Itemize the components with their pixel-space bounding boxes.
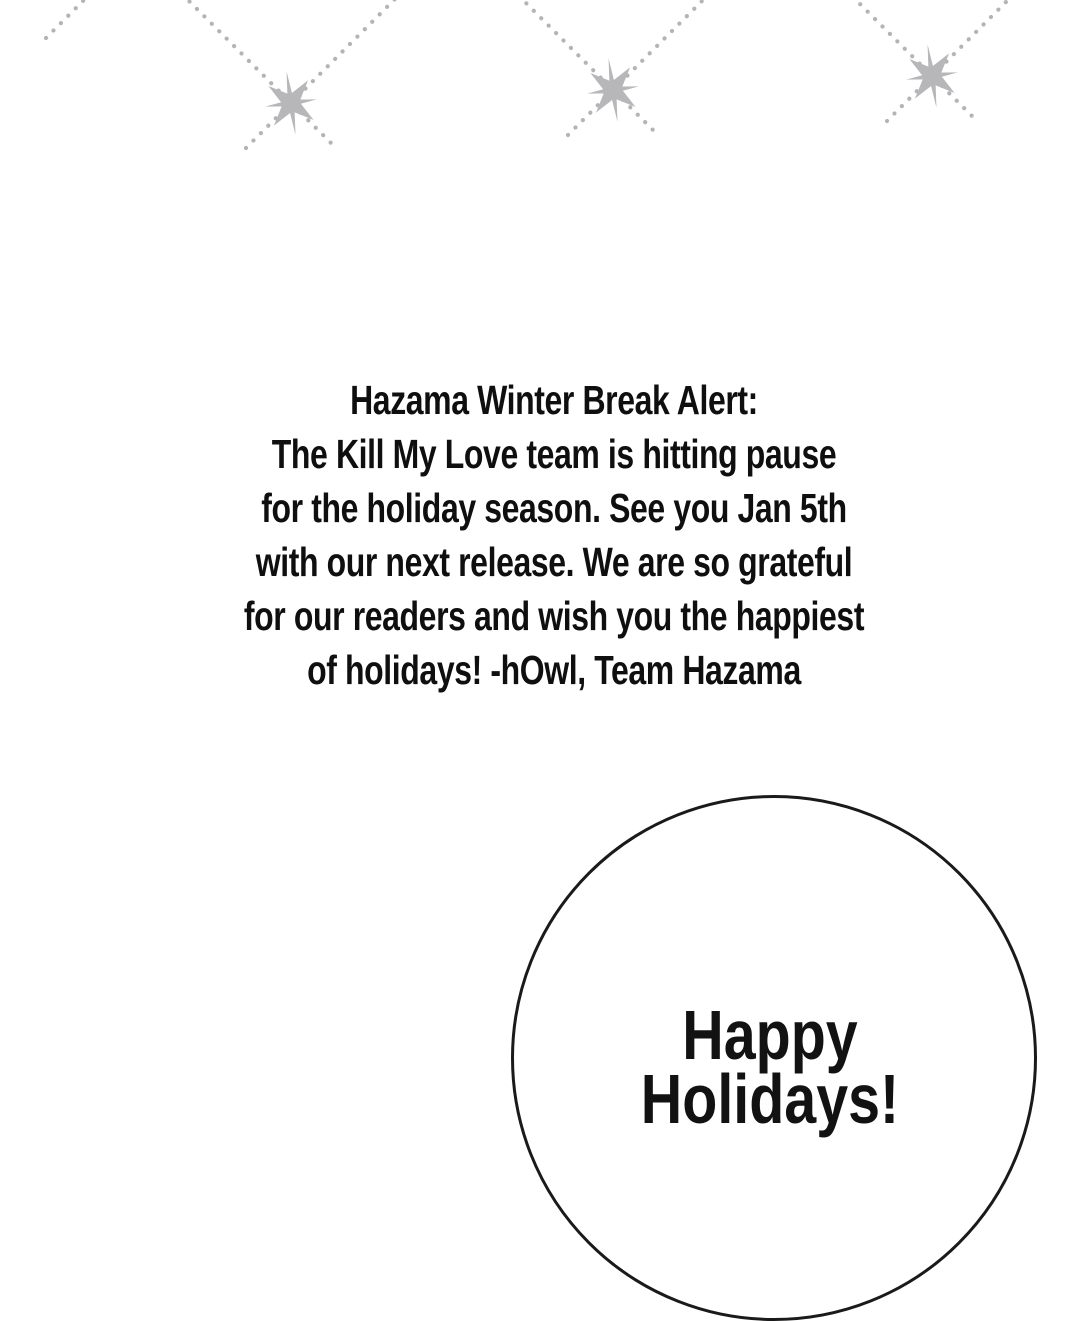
notice-line: Hazama Winter Break Alert: xyxy=(350,377,758,423)
speech-bubble xyxy=(511,795,1037,1321)
greeting-line: Holidays! xyxy=(640,1060,900,1138)
dotted-line-segment xyxy=(682,0,977,121)
dotted-line-segment xyxy=(568,0,863,135)
sparkle-star-icon xyxy=(583,55,643,126)
dotted-line-segment xyxy=(41,0,336,148)
notice-line: of holidays! -hOwl, Team Hazama xyxy=(307,647,801,693)
notice-line: with our next release. We are so grateful xyxy=(255,539,853,585)
notice-line: for our readers and wish you the happiest xyxy=(243,593,865,639)
sparkle-star-icon xyxy=(261,68,321,139)
winter-break-notice xyxy=(144,373,965,697)
dotted-line-segment xyxy=(887,0,1080,121)
sparkle-star-icon xyxy=(902,41,962,112)
dotted-line-segment xyxy=(46,0,86,38)
notice-line: The Kill My Love team is hitting pause xyxy=(271,431,837,477)
top-sparkle-decoration xyxy=(0,0,1080,210)
dotted-line-segment xyxy=(246,0,541,148)
notice-line: for the holiday season. See you Jan 5th xyxy=(261,485,847,531)
sparkle-stars xyxy=(261,41,962,139)
holiday-greeting xyxy=(560,996,980,1138)
greeting-line: Happy xyxy=(682,996,858,1074)
dotted-line-segment xyxy=(363,0,658,135)
